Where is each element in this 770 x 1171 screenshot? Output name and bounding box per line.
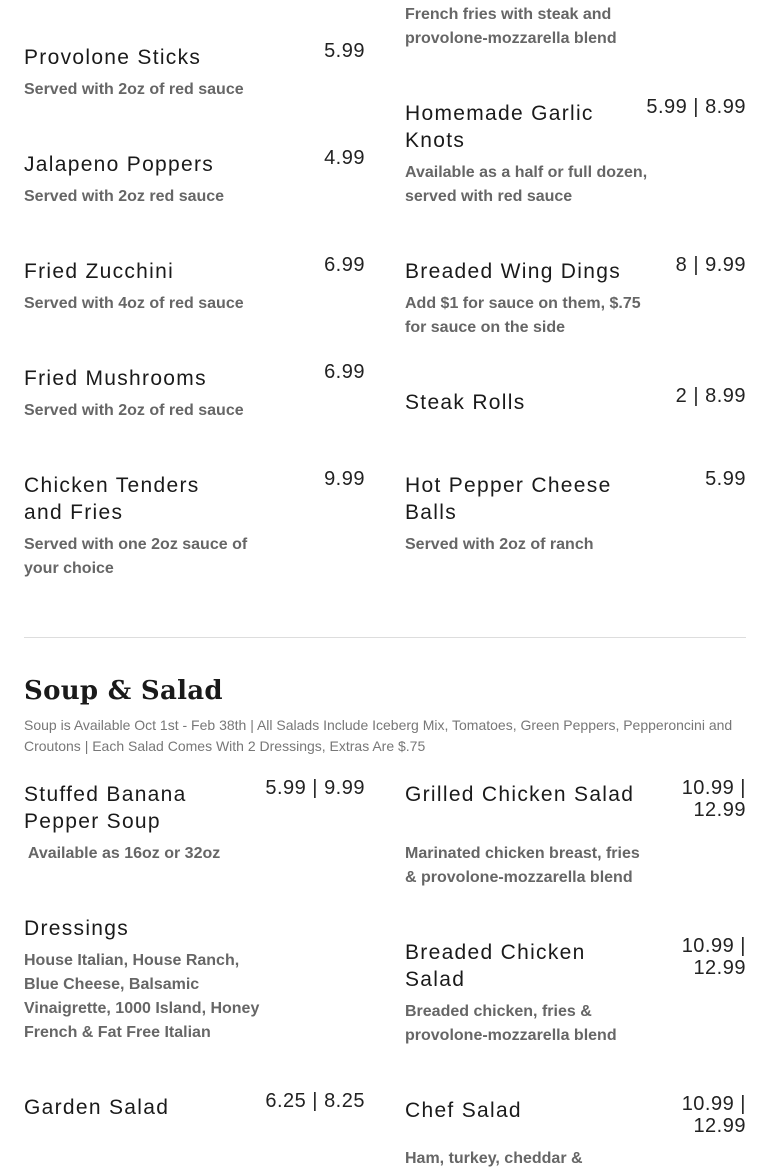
item-name: Garden Salad bbox=[24, 1096, 170, 1119]
item-price: 2 | 8.99 bbox=[675, 385, 746, 407]
item-price: 10.99 | 12.99 bbox=[681, 777, 746, 821]
item-price: 6.25 | 8.25 bbox=[265, 1090, 365, 1112]
item-name: Homemade Garlic Knots bbox=[405, 102, 594, 152]
item-price: 4.99 bbox=[324, 147, 365, 169]
item-price: 10.99 | 12.99 bbox=[681, 935, 746, 979]
item-description: Ham, turkey, cheddar & bbox=[405, 1150, 583, 1167]
item-name: Jalapeno Poppers bbox=[24, 153, 215, 176]
item-price: 10.99 | 12.99 bbox=[681, 1093, 746, 1137]
item-description: Available as 16oz or 32oz bbox=[24, 845, 221, 862]
item-description: French fries with steak and provolone-mozzarella blend bbox=[405, 6, 617, 47]
section-title: Soup & Salad bbox=[24, 676, 223, 706]
item-name: Breaded Chicken Salad bbox=[405, 941, 586, 991]
item-description: Served with 2oz red sauce bbox=[24, 188, 225, 205]
item-description: Marinated chicken breast, fries & provolone-mozzarella blend bbox=[405, 845, 640, 886]
item-name: Grilled Chicken Salad bbox=[405, 783, 635, 806]
item-name: Hot Pepper Cheese Balls bbox=[405, 474, 612, 524]
item-price: 5.99 | 9.99 bbox=[265, 777, 365, 799]
section-divider bbox=[24, 637, 746, 638]
item-name: Provolone Sticks bbox=[24, 46, 202, 69]
item-price: 6.99 bbox=[324, 254, 365, 276]
item-description: Served with 2oz of red sauce bbox=[24, 402, 244, 419]
item-name: Dressings bbox=[24, 917, 130, 940]
item-name: Chicken Tenders and Fries bbox=[24, 474, 200, 524]
item-description: Add $1 for sauce on them, $.75 for sauce on the side bbox=[405, 295, 641, 336]
item-description: House Italian, House Ranch, Blue Cheese, Balsamic Vinaigrette, 1000 Island, Honey French & Fat Free Italian bbox=[24, 952, 260, 1041]
item-description: Served with 2oz of ranch bbox=[405, 536, 594, 553]
item-price: 9.99 bbox=[324, 468, 365, 490]
item-description: Served with 4oz of red sauce bbox=[24, 295, 244, 312]
item-price: 8 | 9.99 bbox=[675, 254, 746, 276]
item-name: Steak Rolls bbox=[405, 391, 526, 414]
item-price: 5.99 bbox=[324, 40, 365, 62]
item-description: Available as a half or full dozen, served with red sauce bbox=[405, 164, 648, 205]
item-name: Breaded Wing Dings bbox=[405, 260, 621, 283]
item-name: Stuffed Banana Pepper Soup bbox=[24, 783, 187, 833]
item-description: Served with one 2oz sauce of your choice bbox=[24, 536, 248, 577]
item-price: 5.99 bbox=[705, 468, 746, 490]
item-price: 6.99 bbox=[324, 361, 365, 383]
item-name: Fried Mushrooms bbox=[24, 367, 207, 390]
section-note: Soup is Available Oct 1st - Feb 38th | All Salads Include Iceberg Mix, Tomatoes, Green Peppers, Pepperoncini and Croutons | Each Salad Comes With 2 Dressings, Extras Are $.75 bbox=[24, 717, 733, 754]
item-price: 5.99 | 8.99 bbox=[646, 96, 746, 118]
item-description: Served with 2oz of red sauce bbox=[24, 81, 244, 98]
item-description: Breaded chicken, fries & provolone-mozzarella blend bbox=[405, 1003, 617, 1044]
item-name: Chef Salad bbox=[405, 1099, 522, 1122]
item-name: Fried Zucchini bbox=[24, 260, 175, 283]
